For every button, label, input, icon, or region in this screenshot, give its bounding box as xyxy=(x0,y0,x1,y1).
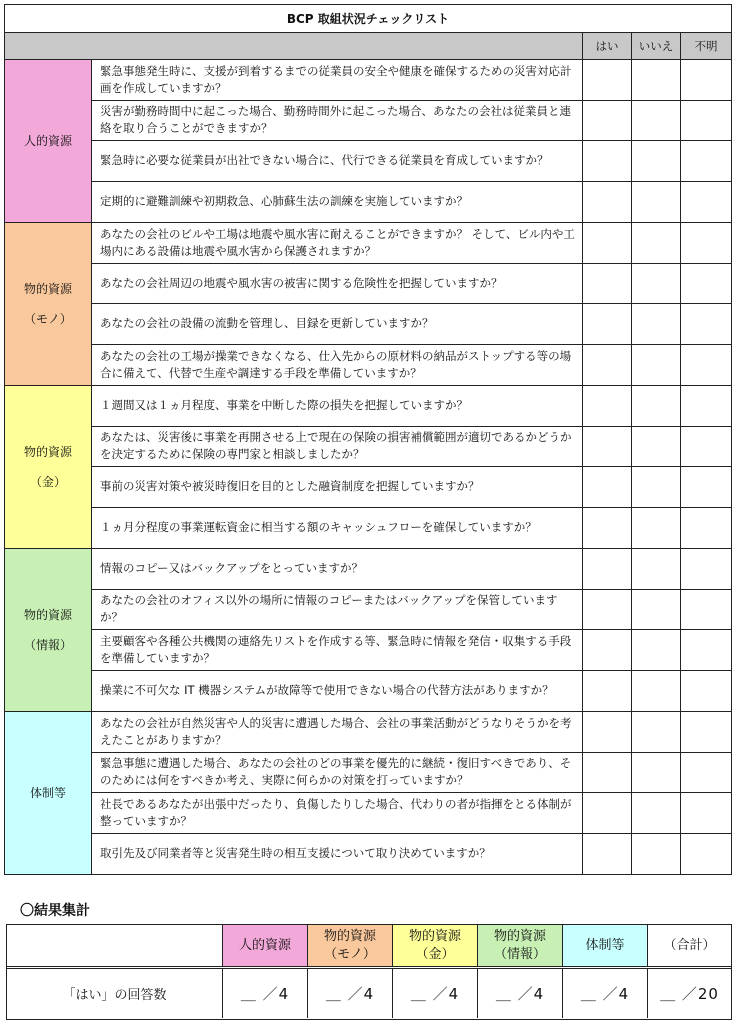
summary-header-row xyxy=(7,925,731,969)
group-physical-goods xyxy=(5,223,731,386)
question-text: 事前の災害対策や被災時復旧を目的とした融資制度を把握していますか？ xyxy=(100,479,480,494)
answer-no-cell[interactable] xyxy=(631,60,680,100)
summary-value-organization[interactable]: ＿ ／4 xyxy=(563,969,648,1018)
summary-header-information: 物的資源 （情報） xyxy=(478,925,563,966)
answer-yes-cell[interactable] xyxy=(582,427,631,467)
group-human-resources xyxy=(5,60,731,223)
answer-unknown-cell[interactable] xyxy=(680,304,731,344)
group-physical-money xyxy=(5,386,731,549)
answer-yes-cell[interactable] xyxy=(582,386,631,426)
answer-yes-cell[interactable] xyxy=(582,60,631,100)
answer-unknown-cell[interactable] xyxy=(680,141,731,181)
answer-unknown-cell[interactable] xyxy=(680,793,731,833)
answer-unknown-cell[interactable] xyxy=(680,590,731,630)
answer-yes-cell[interactable] xyxy=(582,753,631,793)
category-label xyxy=(5,60,92,222)
category-label xyxy=(5,386,92,548)
header-spacer xyxy=(5,33,582,59)
category-label-line: 物的資源 xyxy=(23,608,72,622)
answer-yes-cell[interactable] xyxy=(582,671,631,712)
question-text: 社長であるあなたが出張中だったり、負傷したりした場合、代わりの者が指揮をとる体制が整っていますか？ xyxy=(100,796,572,828)
answer-no-cell[interactable] xyxy=(631,508,680,549)
question-row xyxy=(92,386,731,427)
answer-yes-cell[interactable] xyxy=(582,793,631,833)
header-no: いいえ xyxy=(631,33,680,59)
answer-yes-cell[interactable] xyxy=(582,345,631,386)
question-text: 操業に不可欠な IT 機器システムが故障等で使用できない場合の代替方法がありますか？ xyxy=(100,683,554,698)
answer-yes-cell[interactable] xyxy=(582,101,631,141)
question-row xyxy=(92,182,731,223)
answer-yes-cell[interactable] xyxy=(582,834,631,875)
answer-no-cell[interactable] xyxy=(631,793,680,833)
checklist-title: BCP 取組状況チェックリスト xyxy=(5,5,731,33)
question-text: あなたの会社周辺の地震や風水害の被害に関する危険性を把握していますか？ xyxy=(100,275,503,290)
summary-value-human[interactable]: ＿ ／4 xyxy=(223,969,308,1018)
summary-value-total[interactable]: ＿ ／20 xyxy=(660,984,719,1003)
answer-no-cell[interactable] xyxy=(631,467,680,507)
answer-yes-cell[interactable] xyxy=(582,549,631,589)
answer-no-cell[interactable] xyxy=(631,141,680,181)
category-label-line: （情報） xyxy=(23,638,72,652)
question-row xyxy=(92,141,731,182)
answer-yes-cell[interactable] xyxy=(582,590,631,630)
question-text: 緊急事態に遭遇した場合、あなたの会社のどの事業を優先的に継続・復旧すべきであり、そのためには何をすべきか考え、実際に何らかの対策を打っていますか？ xyxy=(100,756,572,788)
answer-yes-cell[interactable] xyxy=(582,141,631,181)
answer-unknown-cell[interactable] xyxy=(680,467,731,507)
answer-yes-cell[interactable] xyxy=(582,508,631,549)
question-row xyxy=(92,304,731,345)
answer-no-cell[interactable] xyxy=(631,549,680,589)
question-row xyxy=(92,101,731,142)
answer-yes-cell[interactable] xyxy=(582,304,631,344)
answer-header-row xyxy=(5,33,731,60)
header-unknown: 不明 xyxy=(680,33,731,59)
answer-no-cell[interactable] xyxy=(631,427,680,467)
question-text: 主要顧客や各種公共機関の連絡先リストを作成する等、緊急時に情報を発信・収集する手段を準備していますか？ xyxy=(100,633,572,665)
answer-unknown-cell[interactable] xyxy=(680,264,731,304)
question-row xyxy=(92,549,731,590)
answer-no-cell[interactable] xyxy=(631,630,680,670)
category-label-line: 人的資源 xyxy=(23,134,72,148)
question-text: 情報のコピー又はバックアップをとっていますか？ xyxy=(100,561,364,576)
answer-yes-cell[interactable] xyxy=(582,264,631,304)
question-row xyxy=(92,60,731,101)
question-row xyxy=(92,712,731,753)
header-yes: はい xyxy=(582,33,631,59)
question-text: あなたの会社が自然災害や人的災害に遭遇した場合、会社の事業活動がどうなりそうかを考えたことがありますか？ xyxy=(100,715,572,747)
answer-no-cell[interactable] xyxy=(631,753,680,793)
summary-header-blank xyxy=(7,925,223,966)
question-text: 緊急事態発生時に、支援が到着するまでの従業員の安全や健康を確保するための災害対応計画を作成していますか？ xyxy=(100,63,572,95)
summary-header-goods: 物的資源 （モノ） xyxy=(308,925,393,966)
category-label xyxy=(5,549,92,711)
question-row xyxy=(92,630,731,671)
answer-no-cell[interactable] xyxy=(631,671,680,712)
answer-no-cell[interactable] xyxy=(631,182,680,223)
answer-no-cell[interactable] xyxy=(631,345,680,386)
answer-no-cell[interactable] xyxy=(631,264,680,304)
question-row xyxy=(92,223,731,264)
question-row xyxy=(92,427,731,468)
answer-yes-cell[interactable] xyxy=(582,223,631,263)
category-label-line: （モノ） xyxy=(24,312,72,326)
question-text: １週間又は１ヵ月程度、事業を中断した際の損失を把握していますか？ xyxy=(100,398,468,413)
answer-unknown-cell[interactable] xyxy=(680,630,731,670)
answer-yes-cell[interactable] xyxy=(582,467,631,507)
summary-row-label: 「はい」の回答数 xyxy=(7,969,223,1018)
answer-unknown-cell[interactable] xyxy=(680,223,731,263)
summary-value-goods[interactable]: ＿ ／4 xyxy=(308,969,393,1018)
summary-header-money: 物的資源 （金） xyxy=(393,925,478,966)
answer-unknown-cell[interactable] xyxy=(680,549,731,589)
answer-no-cell[interactable] xyxy=(631,712,680,752)
summary-value-money[interactable]: ＿ ／4 xyxy=(393,969,478,1018)
question-text: 災害が勤務時間中に起こった場合、勤務時間外に起こった場合、あなたの会社は従業員と連絡を取り合うことができますか？ xyxy=(100,104,572,136)
question-row xyxy=(92,793,731,834)
question-row xyxy=(92,753,731,794)
category-label-line: 物的資源 xyxy=(23,282,72,296)
checklist-table xyxy=(4,4,732,875)
answer-unknown-cell[interactable] xyxy=(680,60,731,100)
summary-value-row xyxy=(7,969,731,1018)
summary-table xyxy=(6,924,732,1020)
question-row xyxy=(92,834,731,875)
category-label xyxy=(5,712,92,874)
category-label-line: 物的資源 xyxy=(23,445,72,459)
question-text: 取引先及び同業者等と災害発生時の相互支援について取り決めていますか？ xyxy=(100,846,491,861)
summary-header-total: （合計） xyxy=(663,937,716,953)
group-organization xyxy=(5,712,731,874)
answer-unknown-cell[interactable] xyxy=(680,345,731,386)
question-text: 緊急時に必要な従業員が出社できない場合に、代行できる従業員を育成していますか？ xyxy=(100,153,549,168)
answer-unknown-cell[interactable] xyxy=(680,508,731,549)
answer-unknown-cell[interactable] xyxy=(680,671,731,712)
answer-unknown-cell[interactable] xyxy=(680,712,731,752)
answer-unknown-cell[interactable] xyxy=(680,386,731,426)
answer-no-cell[interactable] xyxy=(631,223,680,263)
question-text: あなたの会社の工場が操業できなくなる、仕入先からの原材料の納品がストップする等の場合に備えて、代替で生産や調達する手段を準備していますか？ xyxy=(100,348,572,380)
question-text: あなたの会社のオフィス以外の場所に情報のコピーまたはバックアップを保管していますか？ xyxy=(100,593,558,625)
group-physical-information xyxy=(5,549,731,712)
answer-yes-cell[interactable] xyxy=(582,630,631,670)
answer-unknown-cell[interactable] xyxy=(680,101,731,141)
answer-no-cell[interactable] xyxy=(631,101,680,141)
question-text: あなたの会社のビルや工場は地震や風水害に耐えることができますか？ そして、ビル内や工場内にある設備は地震や風水害から保護されますか？ xyxy=(100,226,575,258)
answer-no-cell[interactable] xyxy=(631,590,680,630)
summary-header-human: 人的資源 xyxy=(223,925,308,966)
question-row xyxy=(92,508,731,549)
answer-unknown-cell[interactable] xyxy=(680,427,731,467)
question-row xyxy=(92,345,731,386)
answer-no-cell[interactable] xyxy=(631,386,680,426)
question-row xyxy=(92,671,731,712)
question-text: １ヵ月分程度の事業運転資金に相当する額のキャッシュフローを確保していますか？ xyxy=(100,520,537,535)
summary-value-information[interactable]: ＿ ／4 xyxy=(478,969,563,1018)
category-label-line: 体制等 xyxy=(29,786,66,800)
answer-no-cell[interactable] xyxy=(631,304,680,344)
question-row xyxy=(92,467,731,508)
category-label xyxy=(5,223,92,385)
answer-yes-cell[interactable] xyxy=(582,182,631,223)
answer-unknown-cell[interactable] xyxy=(680,182,731,223)
question-text: あなたは、災害後に事業を再開させる上で現在の保険の損害補償範囲が適切であるかどうかを決定するために保険の専門家と相談しましたか？ xyxy=(100,430,572,462)
question-row xyxy=(92,264,731,305)
category-label-line: （金） xyxy=(29,475,66,489)
answer-unknown-cell[interactable] xyxy=(680,753,731,793)
answer-yes-cell[interactable] xyxy=(582,712,631,752)
summary-header-organization: 体制等 xyxy=(563,925,648,966)
answer-no-cell[interactable] xyxy=(631,834,680,875)
question-text: あなたの会社の設備の流動を管理し、目録を更新していますか？ xyxy=(100,316,434,331)
question-row xyxy=(92,590,731,631)
summary-title: 〇結果集計 xyxy=(20,903,90,919)
answer-unknown-cell[interactable] xyxy=(680,834,731,875)
question-text: 定期的に避難訓練や初期救急、心肺蘇生法の訓練を実施していますか？ xyxy=(100,194,468,209)
